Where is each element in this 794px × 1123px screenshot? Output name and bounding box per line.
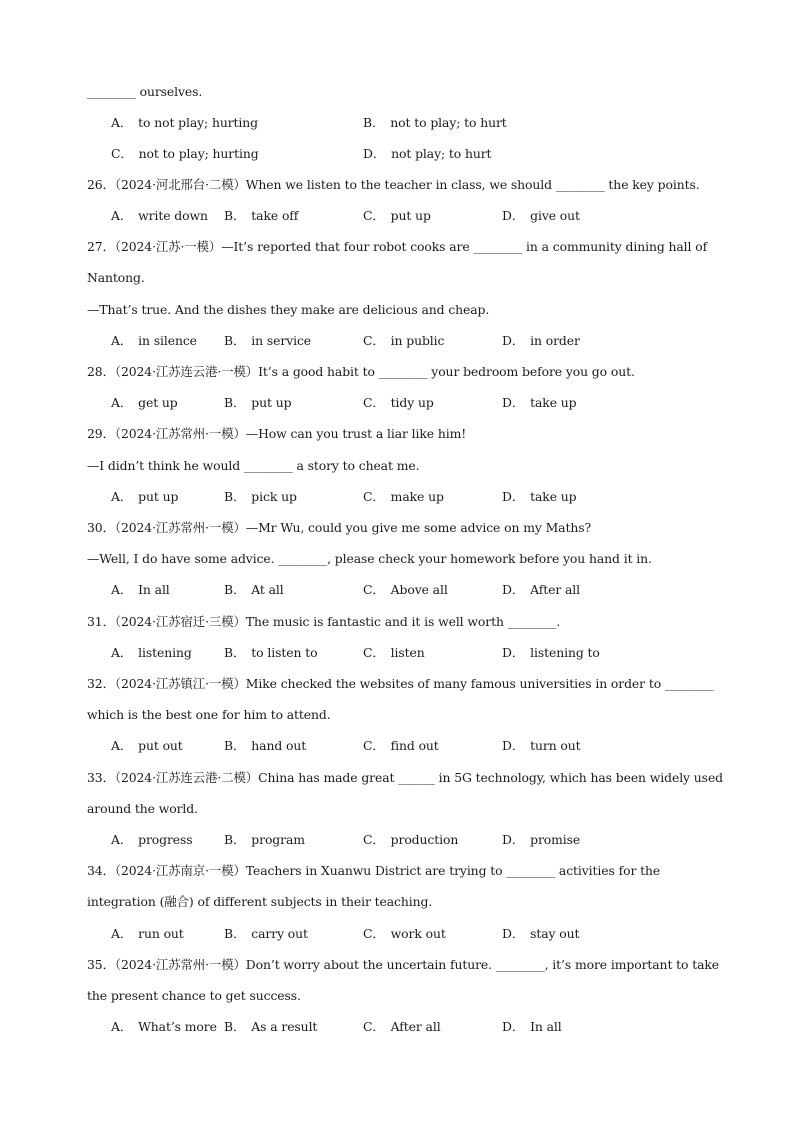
q35-option-b bbox=[224, 1019, 317, 1035]
option-text: In all bbox=[530, 1019, 562, 1034]
q30-option-a bbox=[111, 582, 170, 598]
option-letter: B． bbox=[363, 115, 385, 130]
option-text: put up bbox=[390, 208, 431, 223]
option-text: After all bbox=[390, 1019, 441, 1034]
question-35-text: 35．（2024·江苏常州·一模）Don’t worry about the uncertain future. ________, it’s more important to take bbox=[87, 957, 720, 972]
option-text: promise bbox=[530, 832, 581, 847]
q35-option-d bbox=[502, 1019, 562, 1035]
q28-option-c bbox=[363, 395, 434, 411]
option-text: put up bbox=[138, 489, 179, 504]
q33-option-c bbox=[363, 832, 458, 848]
option-text: After all bbox=[530, 582, 581, 597]
question-30-reply: —Well, I do have some advice. ________, please check your homework before you hand it in. bbox=[87, 551, 652, 566]
option-text: progress bbox=[138, 832, 193, 847]
option-letter: D． bbox=[502, 208, 525, 223]
option-letter: A． bbox=[111, 489, 133, 504]
q30-option-d bbox=[502, 582, 580, 598]
q27-option-b bbox=[224, 333, 311, 349]
q31-option-b bbox=[224, 645, 317, 661]
option-letter: B． bbox=[224, 926, 246, 941]
option-letter: A． bbox=[111, 333, 133, 348]
option-text: pick up bbox=[251, 489, 297, 504]
q26-option-b bbox=[224, 208, 298, 224]
question-27-text-cont: Nantong. bbox=[87, 270, 145, 285]
option-text: take up bbox=[530, 489, 577, 504]
option-text: not to play; to hurt bbox=[390, 115, 507, 130]
option-letter: A． bbox=[111, 645, 133, 660]
option-text: hand out bbox=[251, 738, 307, 753]
option-text: to listen to bbox=[251, 645, 318, 660]
option-letter: C． bbox=[363, 738, 385, 753]
q34-option-d bbox=[502, 926, 579, 942]
question-27-reply: —That’s true. And the dishes they make are delicious and cheap. bbox=[87, 302, 490, 317]
q34-option-a bbox=[111, 926, 184, 942]
option-text: put out bbox=[138, 738, 183, 753]
q35-option-a bbox=[111, 1019, 217, 1035]
option-letter: D． bbox=[502, 1019, 525, 1034]
option-text: make up bbox=[390, 489, 444, 504]
q27-option-c bbox=[363, 333, 444, 349]
option-letter: B． bbox=[224, 645, 246, 660]
option-text: In all bbox=[138, 582, 170, 597]
option-letter: C． bbox=[363, 582, 385, 597]
q35-option-c bbox=[363, 1019, 441, 1035]
q26-option-d bbox=[502, 208, 580, 224]
option-letter: C． bbox=[363, 489, 385, 504]
q32-option-d bbox=[502, 738, 581, 754]
option-text: listening bbox=[138, 645, 192, 660]
q31-option-c bbox=[363, 645, 425, 661]
option-letter: C． bbox=[363, 926, 385, 941]
option-letter: D． bbox=[502, 333, 525, 348]
question-28-text: 28．（2024·江苏连云港·一模）It’s a good habit to ________ your bedroom before you go out. bbox=[87, 364, 635, 379]
option-letter: C． bbox=[111, 146, 133, 161]
option-text: write down bbox=[138, 208, 208, 223]
question-32-text-cont: which is the best one for him to attend. bbox=[87, 707, 331, 722]
option-letter: D． bbox=[502, 738, 525, 753]
q28-option-d bbox=[502, 395, 576, 411]
q29-option-a bbox=[111, 489, 178, 505]
question-fragment: ________ ourselves. bbox=[87, 84, 203, 99]
question-32-text: 32．（2024·江苏镇江·一模）Mike checked the websites of many famous universities in order to ________ bbox=[87, 676, 714, 691]
q28-option-a bbox=[111, 395, 178, 411]
option-letter: D． bbox=[502, 395, 525, 410]
question-31-text: 31．（2024·江苏宿迁·三模）The music is fantastic and it is well worth ________. bbox=[87, 614, 561, 629]
option-letter: C． bbox=[363, 395, 385, 410]
option-text: get up bbox=[138, 395, 178, 410]
option-letter: B． bbox=[224, 738, 246, 753]
question-34-text: 34．（2024·江苏南京·一模）Teachers in Xuanwu District are trying to ________ activities for the bbox=[87, 863, 661, 878]
option-text: in silence bbox=[138, 333, 197, 348]
option-c bbox=[111, 146, 259, 162]
option-letter: C． bbox=[363, 832, 385, 847]
option-letter: C． bbox=[363, 1019, 385, 1034]
option-letter: A． bbox=[111, 832, 133, 847]
option-text: tidy up bbox=[390, 395, 434, 410]
option-text: not play; to hurt bbox=[391, 146, 492, 161]
question-30-text: 30．（2024·江苏常州·一模）—Mr Wu, could you give me some advice on my Maths? bbox=[87, 520, 592, 535]
q32-option-b bbox=[224, 738, 306, 754]
option-text: in order bbox=[530, 333, 580, 348]
option-text: put up bbox=[251, 395, 292, 410]
option-letter: B． bbox=[224, 489, 246, 504]
q32-option-a bbox=[111, 738, 183, 754]
option-text: Above all bbox=[390, 582, 448, 597]
option-text: listen bbox=[390, 645, 425, 660]
option-text: At all bbox=[251, 582, 284, 597]
option-letter: A． bbox=[111, 208, 133, 223]
option-letter: D． bbox=[502, 926, 525, 941]
option-text: production bbox=[390, 832, 459, 847]
question-26-text: 26．（2024·河北邢台·二模）When we listen to the teacher in class, we should ________ the key points. bbox=[87, 177, 700, 192]
option-letter: D． bbox=[502, 645, 525, 660]
q31-option-a bbox=[111, 645, 192, 661]
option-text: take up bbox=[530, 395, 577, 410]
option-letter: C． bbox=[363, 333, 385, 348]
q34-option-c bbox=[363, 926, 446, 942]
q27-option-d bbox=[502, 333, 580, 349]
option-text: take off bbox=[251, 208, 299, 223]
option-letter: A． bbox=[111, 582, 133, 597]
q33-option-a bbox=[111, 832, 193, 848]
q28-option-b bbox=[224, 395, 291, 411]
q33-option-b bbox=[224, 832, 305, 848]
option-letter: D． bbox=[502, 832, 525, 847]
option-text: work out bbox=[390, 926, 446, 941]
option-text: turn out bbox=[530, 738, 581, 753]
option-letter: D． bbox=[502, 582, 525, 597]
option-letter: A． bbox=[111, 395, 133, 410]
question-33-text: 33．（2024·江苏连云港·二模）China has made great ______ in 5G technology, which has been widely used bbox=[87, 770, 724, 785]
question-29-text: 29．（2024·江苏常州·一模）—How can you trust a liar like him! bbox=[87, 426, 467, 441]
option-text: stay out bbox=[530, 926, 580, 941]
q29-option-c bbox=[363, 489, 444, 505]
option-text: in public bbox=[390, 333, 445, 348]
option-letter: B． bbox=[224, 832, 246, 847]
option-letter: D． bbox=[363, 146, 386, 161]
q30-option-b bbox=[224, 582, 284, 598]
option-text: not to play; hurting bbox=[138, 146, 259, 161]
option-letter: B． bbox=[224, 395, 246, 410]
option-text: to not play; hurting bbox=[138, 115, 259, 130]
q26-option-c bbox=[363, 208, 431, 224]
option-letter: C． bbox=[363, 208, 385, 223]
q31-option-d bbox=[502, 645, 600, 661]
question-34-text-cont: integration (融合) of different subjects in their teaching. bbox=[87, 894, 433, 909]
question-35-text-cont: the present chance to get success. bbox=[87, 988, 301, 1003]
option-letter: B． bbox=[224, 582, 246, 597]
option-text: program bbox=[251, 832, 305, 847]
option-text: What’s more bbox=[138, 1019, 217, 1034]
option-text: As a result bbox=[251, 1019, 318, 1034]
option-letter: B． bbox=[224, 1019, 246, 1034]
option-text: carry out bbox=[251, 926, 308, 941]
q32-option-c bbox=[363, 738, 439, 754]
question-29-reply: —I didn’t think he would ________ a story to cheat me. bbox=[87, 458, 420, 473]
option-text: run out bbox=[138, 926, 184, 941]
question-27-text: 27．（2024·江苏·一模）—It’s reported that four robot cooks are ________ in a community dining hall of bbox=[87, 239, 708, 254]
option-letter: A． bbox=[111, 738, 133, 753]
q27-option-a bbox=[111, 333, 197, 349]
option-letter: A． bbox=[111, 1019, 133, 1034]
option-letter: C． bbox=[363, 645, 385, 660]
option-b bbox=[363, 115, 507, 131]
question-33-text-cont: around the world. bbox=[87, 801, 198, 816]
option-letter: B． bbox=[224, 208, 246, 223]
option-letter: D． bbox=[502, 489, 525, 504]
option-letter: A． bbox=[111, 926, 133, 941]
q30-option-c bbox=[363, 582, 448, 598]
option-letter: B． bbox=[224, 333, 246, 348]
q29-option-b bbox=[224, 489, 297, 505]
q33-option-d bbox=[502, 832, 580, 848]
q29-option-d bbox=[502, 489, 576, 505]
option-text: in service bbox=[251, 333, 312, 348]
option-a bbox=[111, 115, 258, 131]
option-text: listening to bbox=[530, 645, 600, 660]
q34-option-b bbox=[224, 926, 308, 942]
option-text: find out bbox=[390, 738, 439, 753]
option-text: give out bbox=[530, 208, 580, 223]
q26-option-a bbox=[111, 208, 208, 224]
option-letter: A． bbox=[111, 115, 133, 130]
option-d bbox=[363, 146, 491, 162]
